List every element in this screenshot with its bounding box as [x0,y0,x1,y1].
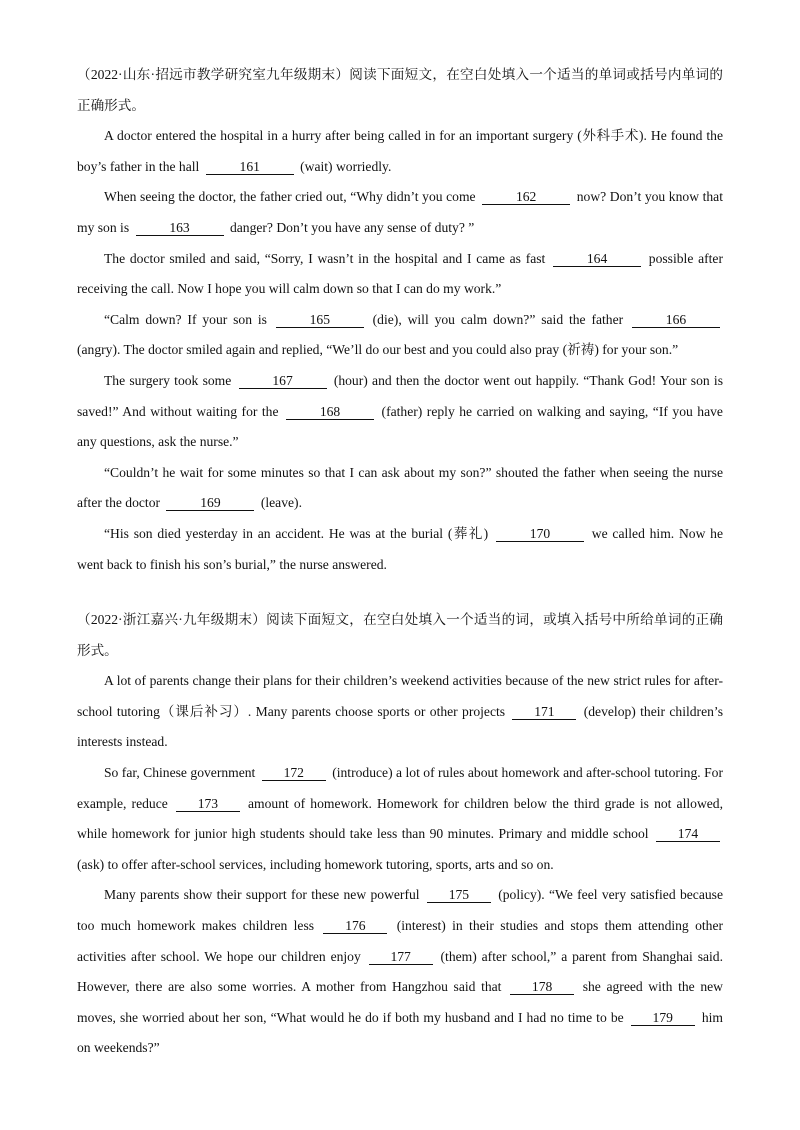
text: So far, Chinese government [104,765,256,781]
section2-paragraph-2 [77,758,723,880]
blank-163[interactable]: 163 [136,220,224,236]
blank-164[interactable]: 164 [553,251,641,267]
text: The doctor smiled and said, “Sorry, I wasn’t in the hospital and I came as fast [104,250,546,266]
section1-paragraph-6 [77,458,723,519]
text: (father) reply he carried on walking and saying, “If you have any questions, ask the nurse.” [77,403,723,450]
text: The surgery took some [104,372,232,388]
text: “Couldn’t he wait for some minutes so that I can ask about my son?” shouted the father when seeing the nurse after the doctor [77,464,723,511]
text: (ask) to offer after-school services, including homework tutoring, sports, arts and so on. [77,856,554,872]
document-page [77,60,723,1064]
text: When seeing the doctor, the father cried out, “Why didn’t you come [104,189,476,205]
text: she agreed with the new moves, she worried about her son, “What would he do if both my husband and I had no time to be [77,979,723,1025]
text: (leave). [260,495,302,511]
section1-intro: （2022·山东·招远市教学研究室九年级期末）阅读下面短文，在空白处填入一个适当的单词或括号内单词的正确形式。 [77,67,723,113]
section2-paragraph-3 [77,880,723,1064]
blank-174[interactable]: 174 [656,826,720,842]
text: (them) after school,” a parent from Shanghai said. However, there are also some worries. A mother from Hangzhou said that [77,948,723,995]
blank-176[interactable]: 176 [323,918,387,934]
blank-161[interactable]: 161 [206,159,294,175]
text: danger? Don’t you have any sense of duty? ” [229,219,475,235]
text: (hour) and then the doctor went out happily. “Thank God! Your son is saved!” And without waiting for the [77,372,723,419]
blank-173[interactable]: 173 [176,796,240,812]
blank-171[interactable]: 171 [512,704,576,720]
text: Many parents show their support for these new powerful [104,887,420,903]
blank-175[interactable]: 175 [427,887,491,903]
text: now? Don’t you know that my son is [77,189,723,235]
text: possible after receiving the call. Now I hope you will calm down so that I can do my work.” [77,250,723,297]
blank-162[interactable]: 162 [482,189,570,205]
blank-169[interactable]: 169 [166,495,254,511]
text: (angry). The doctor smiled again and replied, “We’ll do our best and you could also pray (祈祷) for your son.” [77,342,679,358]
text: amount of homework. Homework for children below the third grade is not allowed, while homework for junior high students should take less than 90 minutes. Primary and middle school [77,795,723,842]
text: (die), will you calm down?” said the father [372,311,624,327]
text: we called him. Now he went back to finish his son’s burial,” the nurse answered. [77,525,724,572]
text: (interest) in their studies and stops them attending other activities after school. We hope our children enjoy [77,918,723,964]
blank-178[interactable]: 178 [510,979,574,995]
blank-177[interactable]: 177 [369,949,433,965]
blank-179[interactable]: 179 [631,1010,695,1026]
blank-166[interactable]: 166 [632,312,720,328]
section1-paragraph-7 [77,519,723,580]
blank-172[interactable]: 172 [262,765,326,781]
text: “His son died yesterday in an accident. He was at the burial (葬礼) [104,525,489,541]
blank-168[interactable]: 168 [286,404,374,420]
text: (policy). “We feel very satisfied because too much homework makes children less [77,887,723,934]
text: “Calm down? If your son is [104,311,267,327]
text: A doctor entered the hospital in a hurry after being called in for an important surgery (外科手术). He found the boy’s father in the hall [77,128,723,174]
section1-paragraph-5 [77,366,723,458]
section1-paragraph-4 [77,305,723,366]
text: (wait) worriedly. [300,158,392,174]
text: A lot of parents change their plans for their children’s weekend activities because of the new strict rules for after-school tutoring（课后补习）. Many parents choose sports or other projects [77,673,723,719]
text: (introduce) a lot of rules about homework and after-school tutoring. For example, reduce [77,765,723,811]
section2-intro: （2022·浙江嘉兴·九年级期末）阅读下面短文，在空白处填入一个适当的词，或填入括号中所给单词的正确形式。 [77,612,723,658]
section1-paragraph-2 [77,182,723,243]
section2-paragraph-1 [77,666,723,758]
blank-170[interactable]: 170 [496,526,584,542]
text: him on weekends?” [77,1009,723,1056]
blank-165[interactable]: 165 [276,312,364,328]
section1-paragraph-1 [77,121,723,182]
section1-paragraph-3 [77,244,723,305]
text: (develop) their children’s interests instead. [77,703,723,750]
blank-167[interactable]: 167 [239,373,327,389]
